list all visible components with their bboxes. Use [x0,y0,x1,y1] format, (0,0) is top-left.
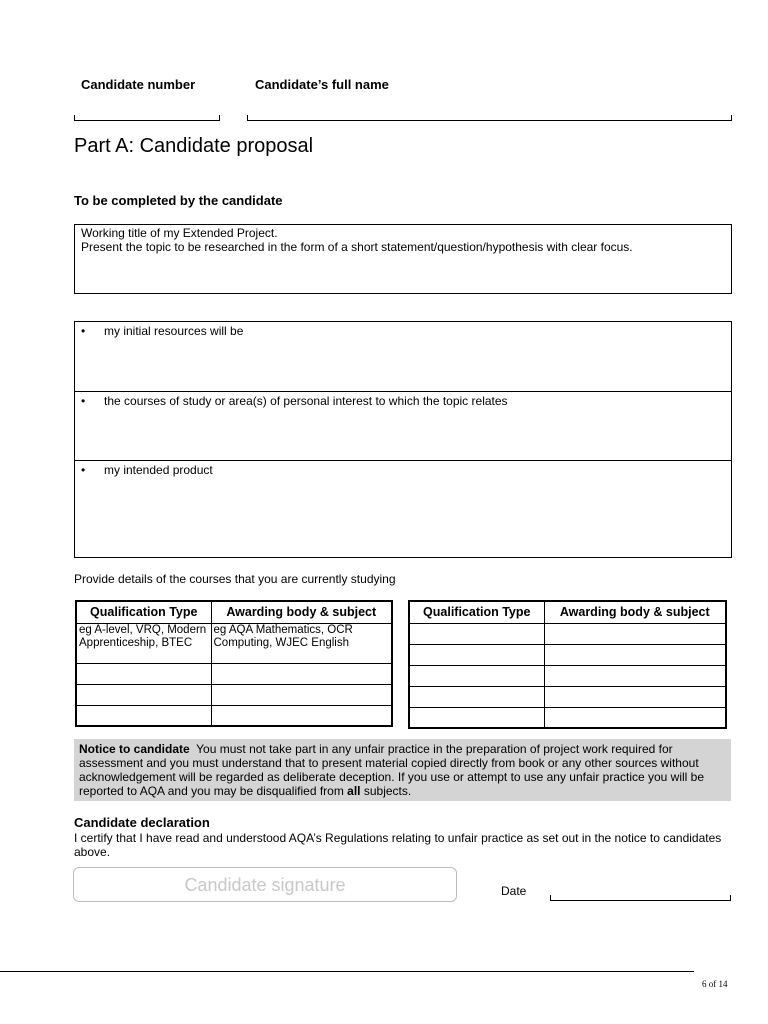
date-label: Date [501,884,527,898]
table-cell[interactable] [544,644,726,665]
table-cell[interactable] [211,663,392,684]
awarding-body-header: Awarding body & subject [211,601,392,623]
footer-divider [0,971,694,972]
table-cell[interactable] [409,686,544,707]
notice-title: Notice to candidate [79,742,190,756]
candidate-number-label: Candidate number [81,77,196,92]
table-cell[interactable] [544,665,726,686]
bullet-icon: • [81,463,86,477]
intended-product-label: my intended product [104,463,213,477]
notice-body: You must not take part in any unfair practice in the preparation of project work required for assessment and you must understand that to present material copied directly from book or any other sources without acknowledgement will be regarded as deliberate deception. If you use or attempt to use any unfair practice you will be reported to AQA and you may be disqualified from [79,742,705,798]
intended-product-field[interactable] [75,461,731,557]
bullet-icon: • [81,324,86,338]
working-title-box[interactable] [74,224,732,294]
courses-of-study-label: the courses of study or area(s) of personal interest to which the topic relates [104,394,508,408]
qualification-type-example: eg A-level, VRQ, Modern Apprenticeship, BTEC [76,623,211,663]
table-cell[interactable] [409,707,544,728]
table-cell[interactable] [409,665,544,686]
courses-of-study-field[interactable] [75,392,731,461]
proposal-details-box [74,321,732,558]
courses-table-right [408,600,727,729]
table-cell[interactable] [211,705,392,726]
courses-intro-text: Provide details of the courses that you are currently studying [74,572,396,586]
initial-resources-label: my initial resources will be [104,324,244,338]
table-cell[interactable] [76,684,211,705]
courses-table-left [75,600,393,727]
working-title-label: Working title of my Extended Project. [81,226,278,240]
declaration-heading: Candidate declaration [74,815,210,830]
completed-by-heading: To be completed by the candidate [74,193,283,208]
table-cell[interactable] [409,623,544,644]
table-cell[interactable] [409,644,544,665]
qualification-type-header: Qualification Type [76,601,211,623]
table-cell[interactable] [544,686,726,707]
table-cell[interactable] [76,705,211,726]
notice-body-end: subjects. [363,784,412,798]
awarding-body-example: eg AQA Mathematics, OCR Computing, WJEC English [211,623,392,663]
candidate-name-label: Candidate’s full name [255,77,389,92]
qualification-type-header: Qualification Type [409,601,544,623]
table-cell[interactable] [76,663,211,684]
table-cell[interactable] [211,684,392,705]
notice-to-candidate [74,739,731,801]
page-number: 6 of 14 [702,979,728,989]
awarding-body-header: Awarding body & subject [544,601,726,623]
working-title-instructions: Present the topic to be researched in the form of a short statement/question/hypothesis with clear focus. [81,240,633,254]
bullet-icon: • [81,394,86,408]
page-title: Part A: Candidate proposal [74,135,314,157]
table-cell[interactable] [544,707,726,728]
table-cell[interactable] [544,623,726,644]
candidate-signature-field[interactable]: Candidate signature [73,867,457,902]
declaration-text: I certify that I have read and understood AQA’s Regulations relating to unfair practice as set out in the notice to candidates above. [74,831,722,859]
initial-resources-field[interactable] [75,322,731,392]
notice-bold-word: all [347,784,361,798]
